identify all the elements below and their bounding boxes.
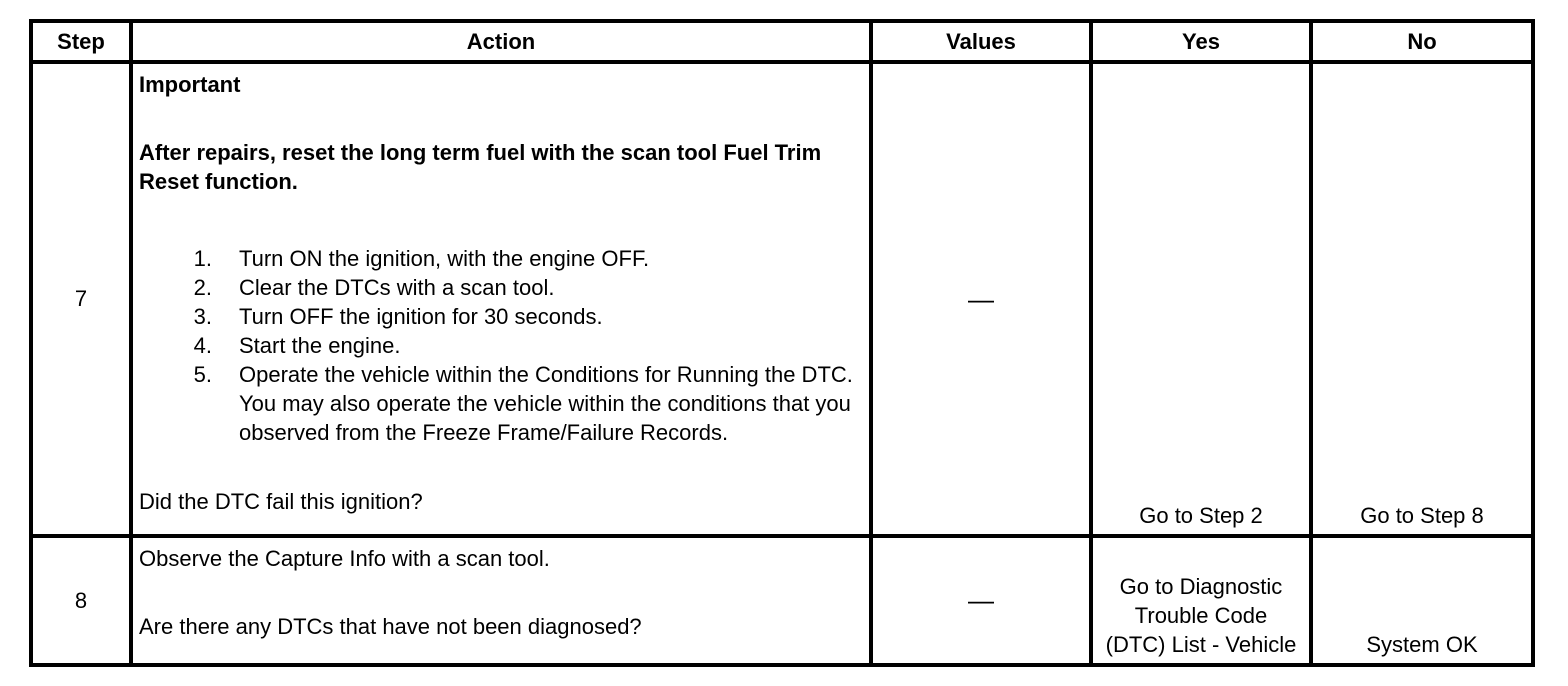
header-no: No — [1311, 21, 1533, 62]
yes-cell: Go to Step 2 — [1091, 62, 1311, 536]
list-item: 3. Turn OFF the ignition for 30 seconds. — [193, 304, 603, 329]
header-values: Values — [871, 21, 1091, 62]
list-item: 2. Clear the DTCs with a scan tool. — [193, 275, 555, 300]
table-row-step-7 — [31, 62, 1533, 536]
important-label: Important — [139, 72, 241, 97]
action-cell — [131, 62, 871, 536]
important-note: After repairs, reset the long term fuel with the scan tool Fuel Trim Reset function. — [139, 140, 822, 194]
procedure-list — [139, 244, 861, 447]
list-item: 1. Turn ON the ignition, with the engine OFF. — [193, 246, 650, 271]
diagnostic-table — [29, 19, 1535, 667]
list-item: 5. Operate the vehicle within the Conditions for Running the DTC. You may also operate the vehicle within the conditions that you observed from the Freeze Frame/Failure Records. — [193, 362, 853, 445]
values-cell: — — [871, 536, 1091, 665]
header-yes: Yes — [1091, 21, 1311, 62]
values-cell: — — [871, 62, 1091, 536]
header-step: Step — [31, 21, 131, 62]
no-cell: System OK — [1311, 536, 1533, 665]
list-item: 4. Start the engine. — [193, 333, 401, 358]
question-text: Are there any DTCs that have not been diagnosed? — [139, 614, 642, 640]
step-number: 7 — [31, 62, 131, 536]
step-number: 8 — [31, 536, 131, 665]
no-cell: Go to Step 8 — [1311, 62, 1533, 536]
header-action: Action — [131, 21, 871, 62]
table-row-step-8 — [31, 536, 1533, 665]
action-cell — [131, 536, 871, 665]
question-text: Did the DTC fail this ignition? — [139, 489, 423, 514]
header-row — [31, 21, 1533, 62]
yes-cell: Go to Diagnostic Trouble Code (DTC) List - Vehicle — [1091, 536, 1311, 665]
instruction-text: Observe the Capture Info with a scan tool. — [139, 546, 550, 572]
